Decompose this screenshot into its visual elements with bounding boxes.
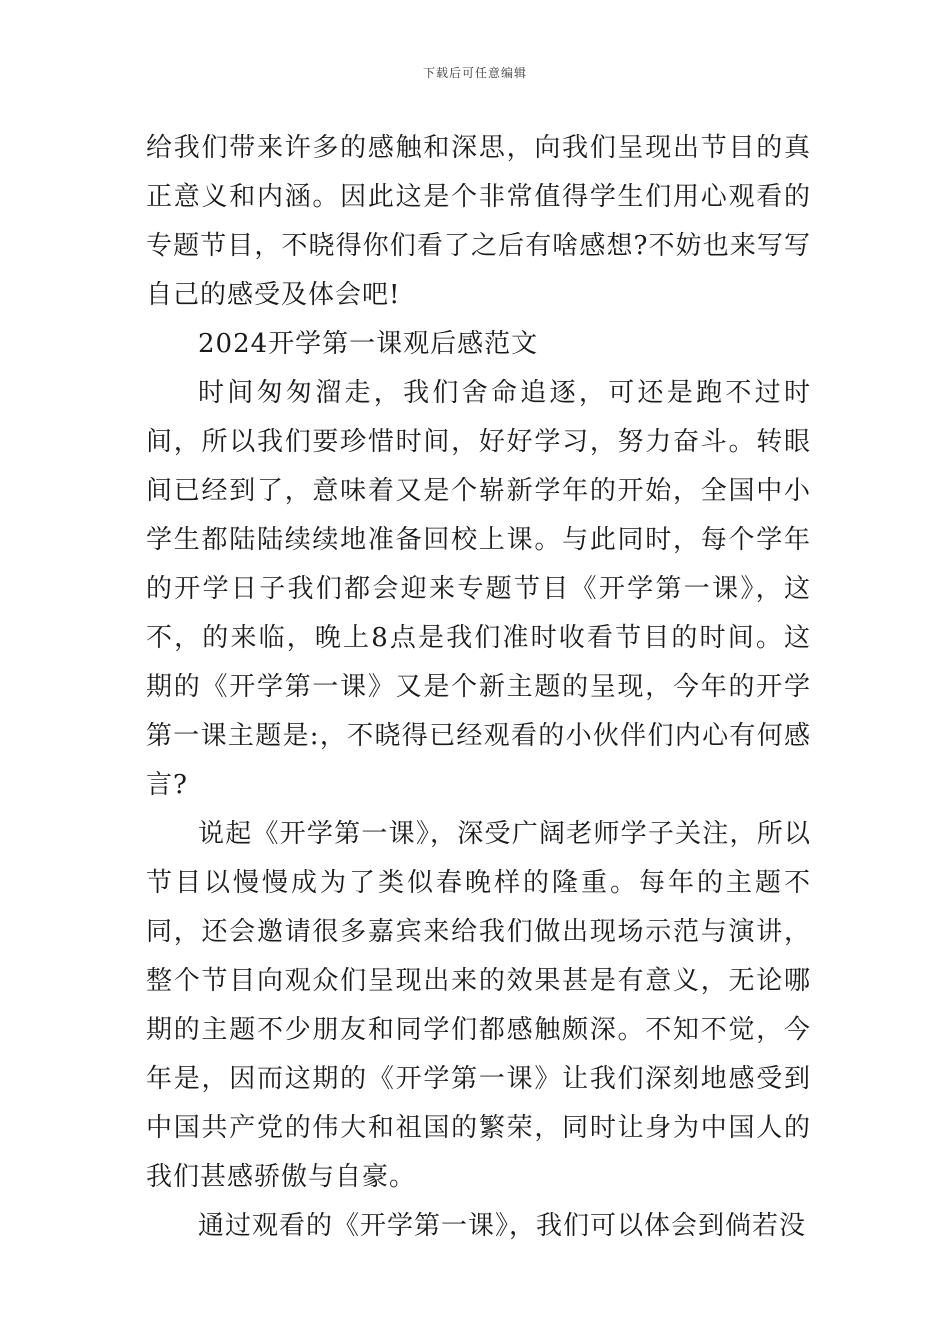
section-title: 2024开学第一课观后感范文	[198, 329, 539, 359]
document-body	[146, 124, 811, 1251]
paragraph-conclusion: 通过观看的《开学第一课》，我们可以体会到倘若没	[198, 1211, 807, 1241]
page-header: 下载后可任意编辑	[422, 66, 527, 80]
paragraph-time: 时间匆匆溜走，我们舍命追逐，可还是跑不过时间，所以我们要珍惜时间，好好学习，努力奋斗。转眼间已经到了，意味着又是个崭新学年的开始，全国中小学生都陆陆续续地准备回校上课。与此同时，每个学年的开学日子我们都会迎来专题节目《开学第一课》，这不，的来临，晚上8点是我们准时收看节目的时间。这期的《开学第一课》又是个新主题的呈现，今年的开学第一课主题是:，不晓得已经观看的小伙伴们内心有何感言?	[146, 378, 811, 800]
paragraph-program: 说起《开学第一课》，深受广阔老师学子关注，所以节目以慢慢成为了类似春晚样的隆重。每年的主题不同，还会邀请很多嘉宾来给我们做出现场示范与演讲，整个节目向观众们呈现出来的效果甚是有意义，无论哪期的主题不少朋友和同学们都感触颇深。不知不觉，今年是，因而这期的《开学第一课》让我们深刻地感受到中国共产党的伟大和祖国的繁荣，同时让身为中国人的我们甚感骄傲与自豪。	[146, 819, 811, 1192]
paragraph-continuation: 给我们带来许多的感触和深思，向我们呈现出节目的真正意义和内涵。因此这是个非常值得学生们用心观看的专题节目，不晓得你们看了之后有啥感想?不妨也来写写自己的感受及体会吧!	[146, 133, 811, 310]
